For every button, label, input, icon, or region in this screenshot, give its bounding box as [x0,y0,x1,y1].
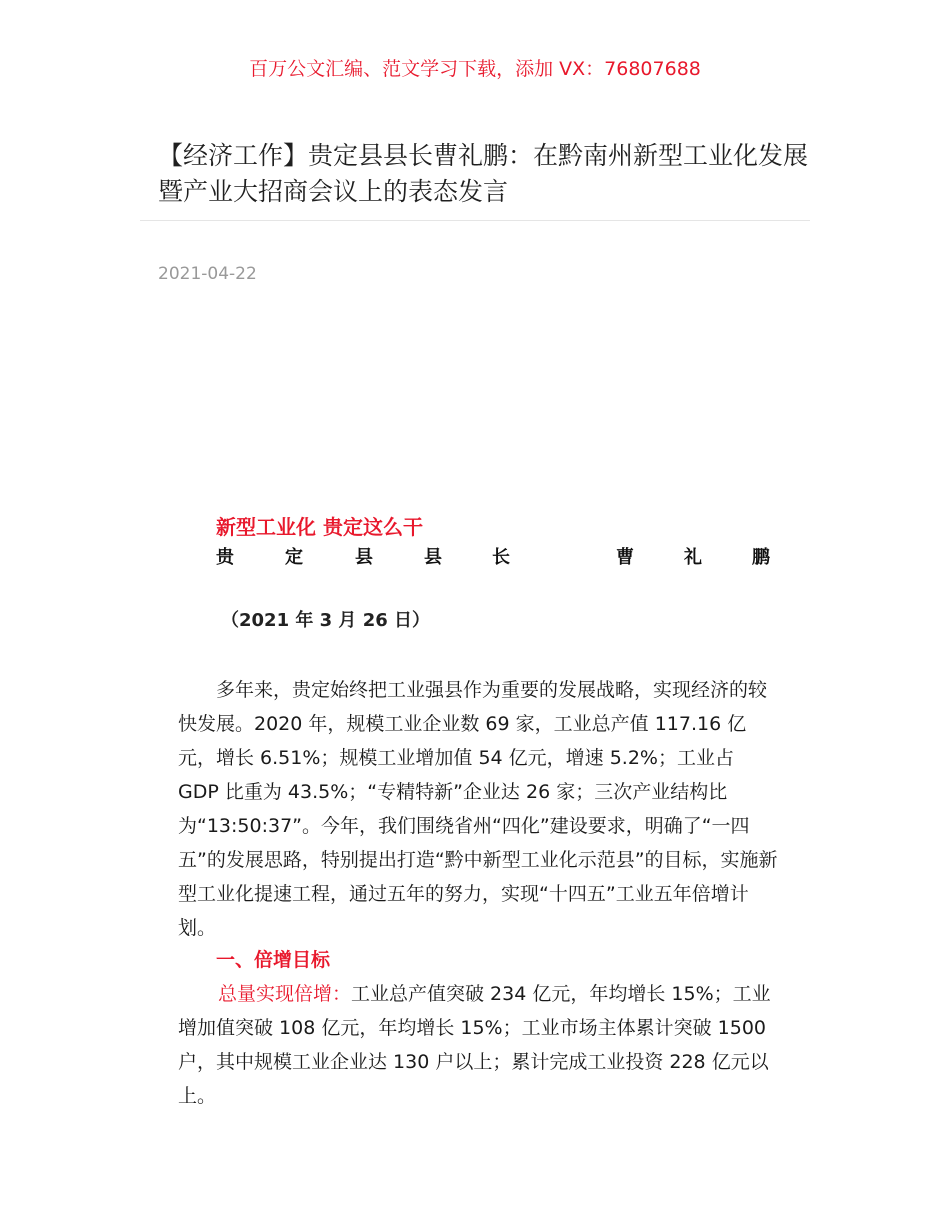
intro-paragraph [178,673,778,945]
byline-char: 礼 [684,547,702,568]
byline-char: 曹 [616,547,634,568]
section-text: 工业总产值突破 234 亿元，年均增长 15%；工业增加值突破 108 亿元，年均增长 15%；工业市场主体累计突破 1500 户，其中规模工业企业达 130 户以上；累计完成工业投资 228 亿元以上。 [178,983,771,1107]
speaker-byline [216,545,772,571]
section-lead: 总量实现倍增： [218,983,352,1005]
section-heading: 一、倍增目标 [216,949,331,971]
speech-heading: 新型工业化 贵定这么干 [216,515,423,539]
byline-char: 县 [424,547,442,568]
byline-char: 县 [355,547,373,568]
byline-char: 贵 [216,547,234,568]
byline-char: 定 [285,547,303,568]
article-date: 2021-04-22 [158,264,257,284]
speech-date: （2021 年 3 月 26 日） [221,610,431,631]
article-title: 【经济工作】贵定县县长曹礼鹏：在黔南州新型工业化发展暨产业大招商会议上的表态发言 [158,141,809,206]
section-paragraph [178,977,778,1113]
byline-char: 长 [492,547,510,568]
intro-text: 多年来，贵定始终把工业强县作为重要的发展战略，实现经济的较快发展。2020 年，规模工业企业数 69 家，工业总产值 117.16 亿元，增长 6.51%；规模工业增加值 54 亿元，增速 5.2%；工业占 GDP 比重为 43.5%；“专精特新”企业达 26 家；三次产业结构比为“13:50:37”。今年，我们围绕省州“四化”建设要求，明确了“一四五”的发展思路，特别提出打造“黔中新型工业化示范县”的目标，实施新型工业化提速工程，通过五年的努力，实现“十四五”工业五年倍增计划。 [178,679,778,939]
byline-char: 鹏 [752,547,770,568]
title-divider [140,220,810,221]
promo-banner: 百万公文汇编、范文学习下载，添加 VX：76807688 [249,58,701,80]
